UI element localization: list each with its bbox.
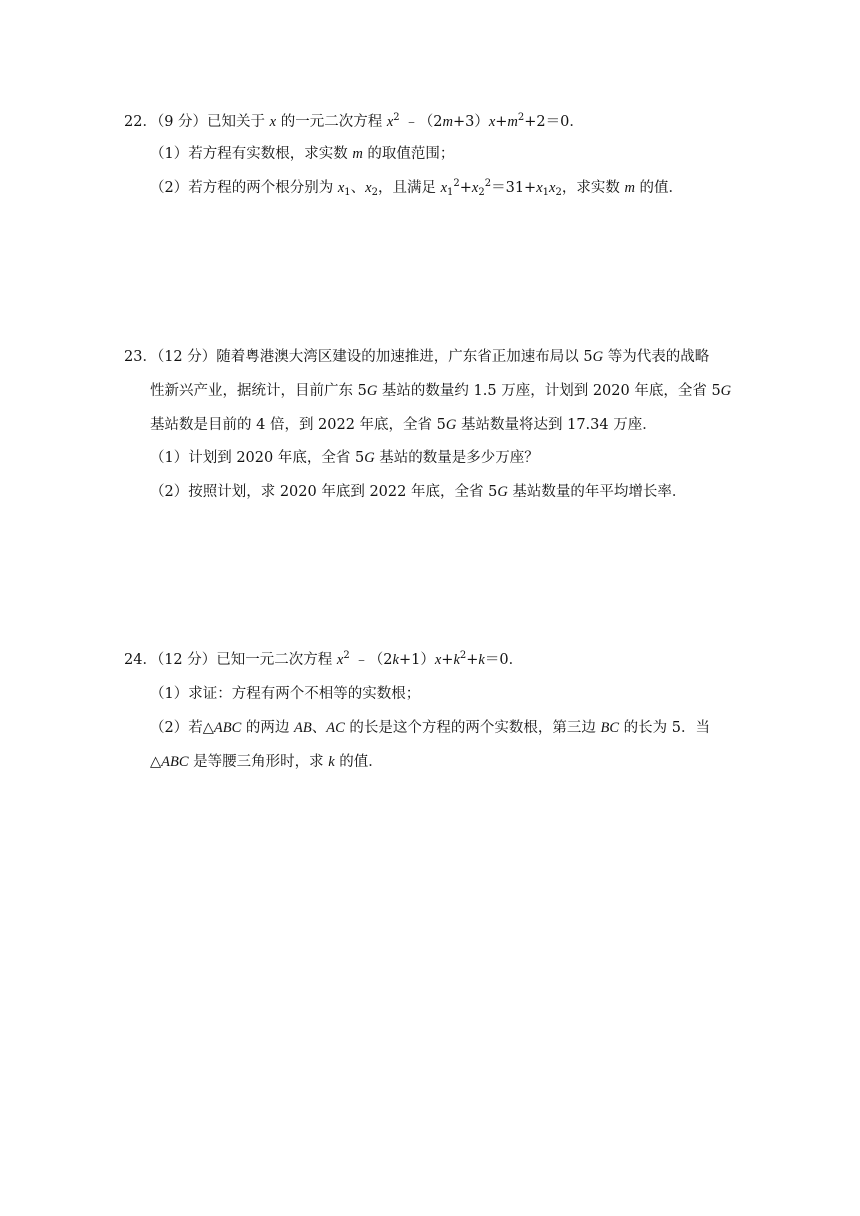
question-23-part-1: （1）计划到 2020 年底，全省 5G 基站的数量是多少万座？ <box>150 450 539 466</box>
question-number: 22 <box>124 114 143 130</box>
question-22-part-1: （1）若方程有实数根，求实数 m 的取值范围； <box>150 146 455 162</box>
question-22-part-2: （2）若方程的两个根分别为 $x_1$、$x_2$，且满足 $x_1^2+x_2^2=31+x_1x_2$，求实数 m 的值． <box>150 178 684 198</box>
question-score: （12 分） <box>156 652 217 668</box>
question-number: 23 <box>124 349 143 365</box>
question-24-stem: 24．（12 分）已知一元二次方程 $x^2$ $﹣(2k+1)x+k^2+k=0$． <box>124 650 524 668</box>
question-24-part-2-line-2: △ABC 是等腰三角形时，求 k 的值． <box>150 754 383 770</box>
question-24-part-1: （1）求证：方程有两个不相等的实数根； <box>150 686 421 702</box>
question-24-part-2-line-1: （2）若△ABC 的两边 AB、AC 的长是这个方程的两个实数根，第三边 BC 的长为 5．当 <box>150 720 710 736</box>
question-23-part-2: （2）按照计划，求 2020 年底到 2022 年底，全省 5G 基站数量的年平均增长率． <box>150 484 687 500</box>
question-score: （9 分） <box>156 114 208 130</box>
question-number: 24 <box>124 652 143 668</box>
question-23-stem-line-1: 23．（12 分）随着粤港澳大湾区建设的加速推进，广东省正加速布局以 5G 等为代表的战略 <box>124 349 710 365</box>
question-score: （12 分） <box>156 349 217 365</box>
question-23-stem-line-3: 基站数是目前的 4 倍，到 2022 年底，全省 5G 基站数量将达到 17.34 万座． <box>150 417 657 433</box>
question-22-stem: 22．（9 分）已知关于 x 的一元二次方程 $x^2$ $﹣(2m+3)x+m^2+2=0$． <box>124 112 584 130</box>
question-23-stem-line-2: 性新兴产业，据统计，目前广东 5G 基站的数量约 1.5 万座，计划到 2020 年底，全省 5G <box>150 383 732 399</box>
